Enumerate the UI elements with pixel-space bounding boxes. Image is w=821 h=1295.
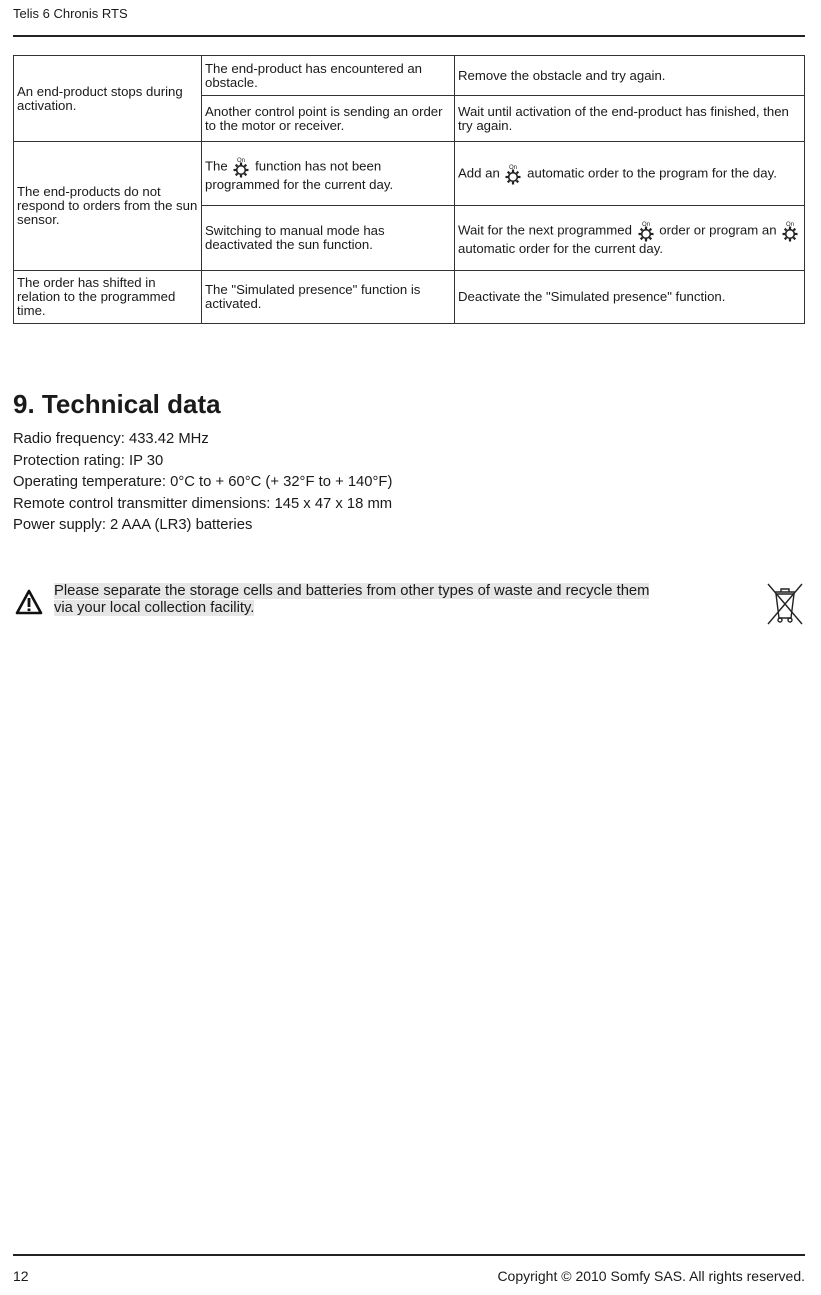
spec-line: Operating temperature: 0°C to + 60°C (+ 32°F to + 140°F) <box>13 474 393 490</box>
table-row <box>14 142 805 206</box>
copyright-notice: Copyright © 2010 Somfy SAS. All rights reserved. <box>497 1268 805 1284</box>
header-divider <box>13 35 805 37</box>
cause-cell: The "Simulated presence" function is activated. <box>202 271 455 324</box>
solution-text-pre: Add an <box>458 164 500 180</box>
spec-line: Power supply: 2 AAA (LR3) batteries <box>13 517 253 533</box>
cause-cell: Another control point is sending an order to the motor or receiver. <box>202 96 455 142</box>
solution-text-pre: Wait for the next programmed <box>458 222 632 238</box>
troubleshooting-table <box>13 55 805 324</box>
cause-text-post: function has not been programmed for the current day. <box>205 157 394 192</box>
warning-icon <box>15 589 43 615</box>
cause-text-pre: The <box>205 157 228 173</box>
page-number: 12 <box>13 1268 29 1284</box>
solution-text-post: automatic order for the current day. <box>458 241 663 256</box>
problem-cell: The order has shifted in relation to the programmed time. <box>14 271 202 324</box>
recycling-notice <box>54 583 764 617</box>
spec-line: Remote control transmitter dimensions: 145 x 47 x 18 mm <box>13 495 393 512</box>
spec-line: Protection rating: IP 30 <box>13 452 164 469</box>
sun-on-icon <box>503 163 523 185</box>
solution-cell <box>455 142 805 206</box>
sun-on-icon <box>780 220 800 242</box>
document-header-title: Telis 6 Chronis RTS <box>13 6 128 21</box>
table-row <box>14 271 805 324</box>
table-row <box>14 56 805 96</box>
section-title: 9. Technical data <box>13 389 221 419</box>
solution-text-post: automatic order to the program for the day. <box>527 164 777 180</box>
solution-cell: Deactivate the "Simulated presence" function. <box>455 271 805 324</box>
problem-cell: The end-products do not respond to orders from the sun sensor. <box>14 142 202 271</box>
notice-line-2: via your local collection facility. <box>54 600 255 616</box>
solution-cell: Wait until activation of the end-product has finished, then try again. <box>455 96 805 142</box>
cause-cell: The end-product has encountered an obstacle. <box>202 56 455 96</box>
spec-line: Radio frequency: 433.42 MHz <box>13 431 209 447</box>
solution-cell: Remove the obstacle and try again. <box>455 56 805 96</box>
solution-cell <box>455 206 805 271</box>
cause-cell <box>202 142 455 206</box>
technical-specs-list <box>13 429 392 537</box>
solution-text-mid: order or program an <box>659 222 777 238</box>
sun-on-icon <box>231 156 251 178</box>
cause-cell: Switching to manual mode has deactivated the sun function. <box>202 206 455 271</box>
notice-line-1: Please separate the storage cells and batteries from other types of waste and recycle them <box>54 583 650 599</box>
crossed-out-bin-icon <box>764 580 806 626</box>
problem-cell: An end-product stops during activation. <box>14 56 202 142</box>
sun-on-icon <box>636 220 656 242</box>
footer-divider <box>13 1254 805 1256</box>
